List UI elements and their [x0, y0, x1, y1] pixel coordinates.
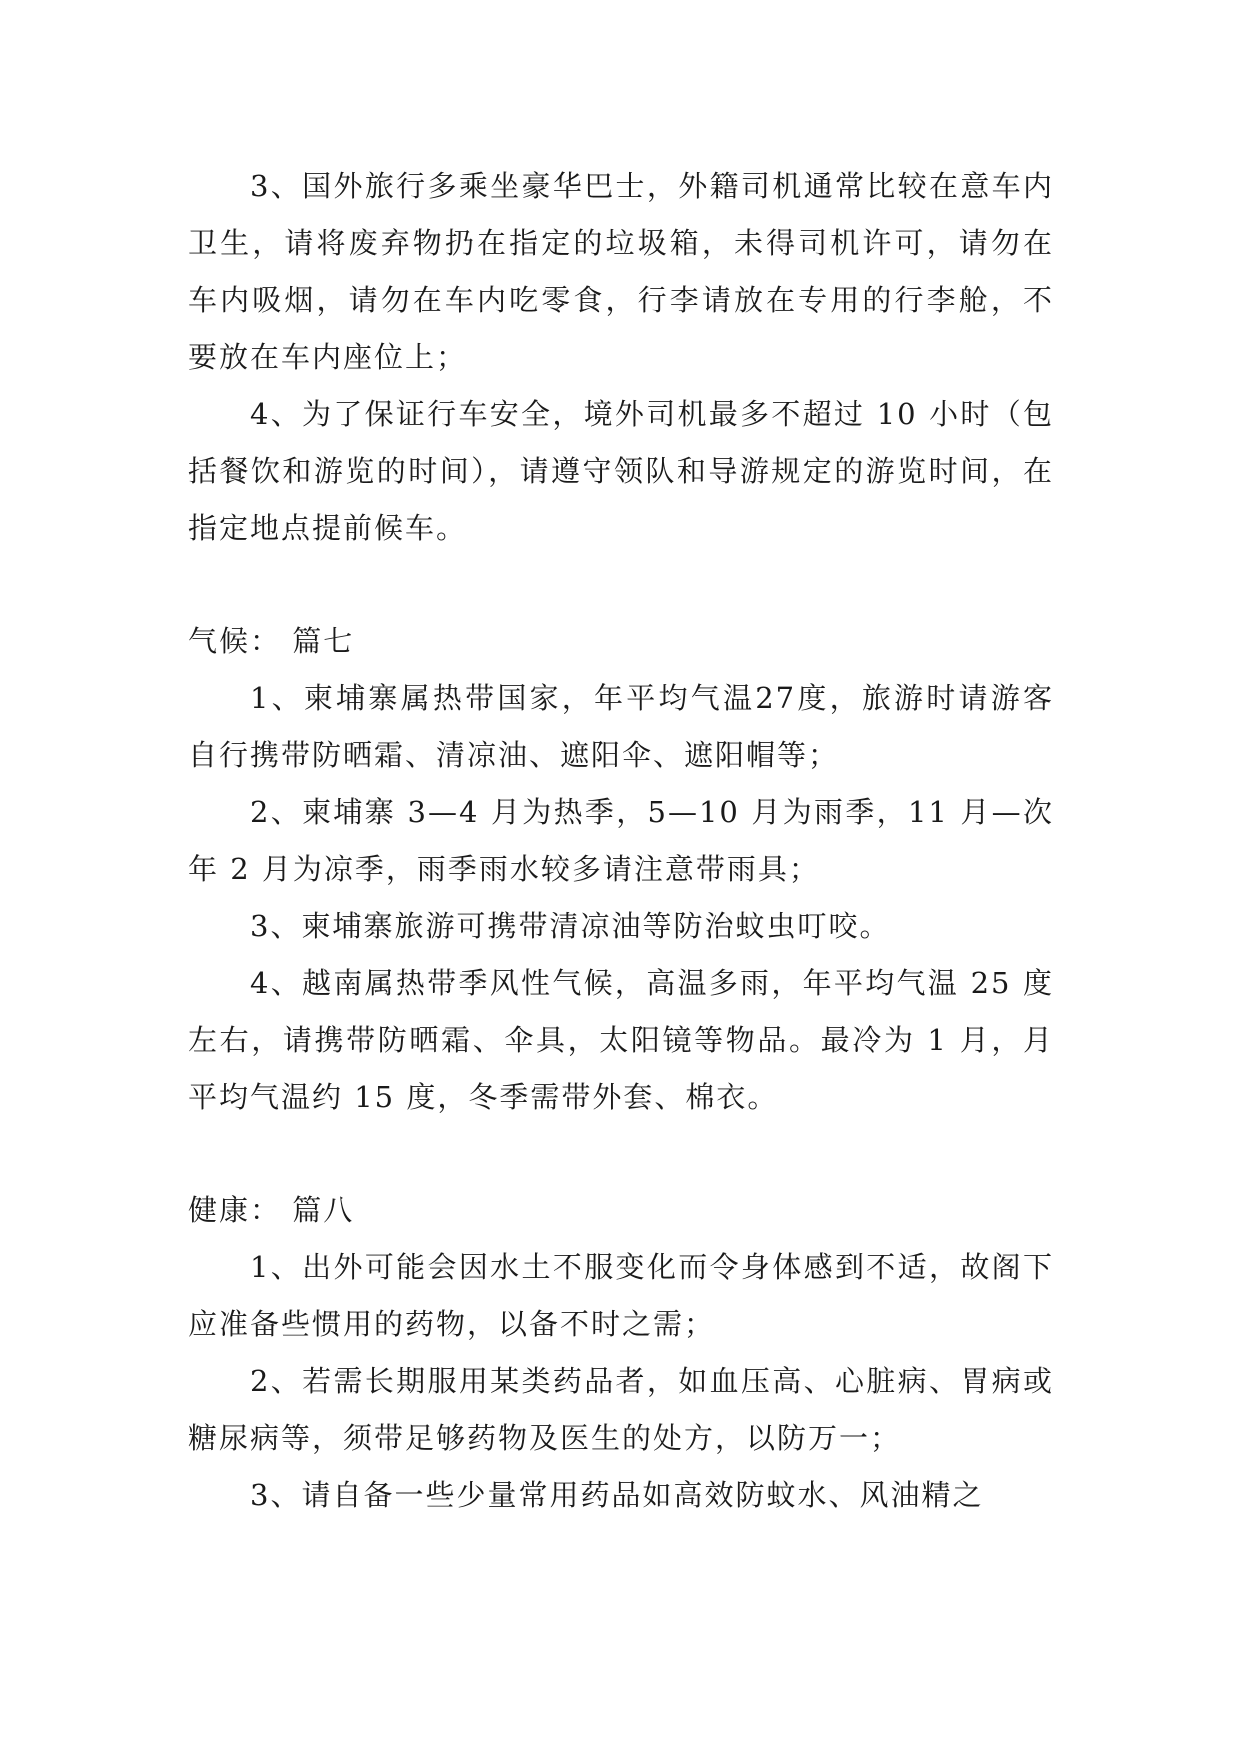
paragraph-driving-hours: 4、为了保证行车安全，境外司机最多不超过 10 小时（包括餐饮和游览的时间），请遵守领队和导游规定的游览时间，在指定地点提前候车。	[188, 397, 1054, 545]
section-gap	[188, 1126, 1054, 1182]
paragraph-medicine: 1、出外可能会因水土不服变化而令身体感到不适，故阁下应准备些惯用的药物，以备不时之需；	[188, 1250, 1054, 1341]
paragraph-cambodia-seasons: 2、柬埔寨 3—4 月为热季，5—10 月为雨季，11 月—次年 2 月为凉季，雨季雨水较多请注意带雨具；	[188, 795, 1054, 886]
paragraph-mosquito: 3、柬埔寨旅游可携带清凉油等防治蚊虫叮咬。	[250, 909, 891, 943]
paragraph-bus-hygiene: 3、国外旅行多乘坐豪华巴士，外籍司机通常比较在意车内卫生，请将废弃物扔在指定的垃圾箱，未得司机许可，请勿在车内吸烟，请勿在车内吃零食，行李请放在专用的行李舱，不要放在车内座位上；	[188, 169, 1054, 374]
paragraph-long-term-medication: 2、若需长期服用某类药品者，如血压高、心脏病、胃病或糖尿病等，须带足够药物及医生的处方，以防万一；	[188, 1364, 1054, 1455]
paragraph-cambodia-climate: 1、柬埔寨属热带国家，年平均气温27度，旅游时请游客自行携带防晒霜、清凉油、遮阳伞、遮阳帽等；	[188, 681, 1054, 772]
paragraph-vietnam-climate: 4、越南属热带季风性气候，高温多雨，年平均气温 25 度左右，请携带防晒霜、伞具，太阳镜等物品。最冷为 1 月，月平均气温约 15 度，冬季需带外套、棉衣。	[188, 966, 1054, 1114]
section-heading-health: 健康： 篇八	[188, 1193, 355, 1227]
section-gap	[188, 557, 1054, 613]
paragraph-common-drugs: 3、请自备一些少量常用药品如高效防蚊水、风油精之	[250, 1478, 984, 1512]
section-heading-climate: 气候： 篇七	[188, 624, 355, 658]
document-page	[188, 158, 1054, 1524]
